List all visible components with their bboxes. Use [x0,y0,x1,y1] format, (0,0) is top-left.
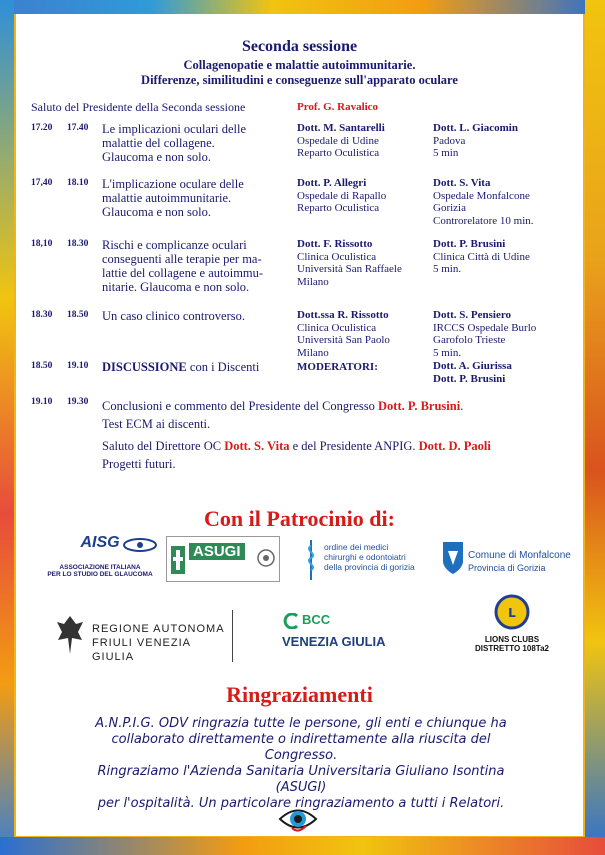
border-right [585,0,605,855]
intro-speaker: Prof. G. Ravalico [297,101,379,113]
row-end-time: 18.30 [67,239,89,249]
closing-end-time: 19.30 [67,397,89,407]
discussion-label: DISCUSSIONE con i Discenti [102,360,260,374]
caduceus-icon [302,538,320,582]
ordine-text: ordine dei medici chirurghi e odontoiatri della provincia di gorizia [324,542,415,572]
monfalcone-crest-icon [442,541,464,575]
bcc-name: BCC [302,612,331,627]
lion-icon [494,594,530,630]
asugi-name: ASUGI [189,543,245,560]
session-subtitle-2: Differenze, similitudini e conseguenze sull'apparato oculare [141,73,458,87]
row-title: L'implicazione oculare delle malattie autoimmunitarie. Glaucoma e non solo. [102,177,244,219]
aisg-name-2: PER LO STUDIO DEL GLAUCOMA [47,571,153,578]
bcc-icon [283,613,299,629]
closing-block [102,397,491,473]
asugi-mark-icon [171,546,185,574]
row-title: Rischi e complicanze oculari conseguenti alle terapie per ma- lattie del collagene e autoimmu- nitarie. Glaucoma e non solo. [102,238,264,294]
patrocinio-title: Con il Patrocinio di: [204,506,395,531]
row-discussant: Dott. S. Vita Ospedale Monfalcone Gorizia Controrelatore 10 min. [433,177,534,227]
row-speaker: Dott. P. Allegri Ospedale di Rapallo Reparto Oculistica [297,177,387,214]
closing-line-1: Conclusioni e commento del Presidente del Congresso Dott. P. Brusini. [102,399,464,413]
ringraziamenti-text: A.N.P.I.G. ODV ringrazia tutte le persone, gli enti e chiunque ha collaborato direttamente o indirettamente alla riuscita del Congresso. Ringraziamo l'Azienda Sanitaria Universitaria Giuliano Isontina (ASUGI) per l'ospitalità. Un particolare ringraziamento a tutti i Relatori. [95,716,507,811]
regione-seal-icon [257,549,275,567]
eagle-icon [56,614,84,656]
row-start-time: 18.30 [31,310,53,320]
row-discussant: Dott. L. Giacomin Padova 5 min [433,122,518,159]
regione-text: REGIONE AUTONOMA FRIULI VENEZIA GIULIA [92,623,225,663]
monfalcone-text: Comune di Monfalcone Provincia di Gorizia [468,550,571,573]
row-title: Le implicazioni oculari delle malattie del collagene. Glaucoma e non solo. [102,122,247,164]
bcc-logo [280,610,410,654]
row-start-time: 17,40 [31,178,53,188]
bcc-region: VENEZIA GIULIA [282,634,386,649]
ringraziamenti-title: Ringraziamenti [226,682,373,707]
row-discussant: Dott. S. Pensiero IRCCS Ospedale Burlo Garofolo Trieste 5 min. [433,309,537,359]
closing-start-time: 19.10 [31,397,53,407]
row-speaker: Dott.ssa R. Rissotto Clinica Oculistica Università San Paolo Milano [297,309,390,359]
discussion-start-time: 18.50 [31,361,53,371]
closing-line-2: Test ECM ai discenti. [102,417,211,431]
border-left [0,0,14,855]
border-top [0,0,605,14]
program-sheet [16,14,583,836]
row-end-time: 17.40 [67,123,89,133]
lions-name: LIONS CLUBS [484,635,540,644]
lions-district: DISTRETTO 108Ta2 [475,644,549,653]
intro-label: Saluto del Presidente della Seconda sessione [31,100,246,114]
moderators-label: MODERATORI: [297,361,378,373]
row-start-time: 18,10 [31,239,53,249]
monfalcone-logo [440,536,582,584]
aisg-short: AISG [80,534,120,551]
row-speaker: Dott. M. Santarelli Ospedale di Udine Reparto Oculistica [297,122,385,159]
closing-line-3: Saluto del Direttore OC Dott. S. Vita e del Presidente ANPIG. Dott. D. Paoli [102,439,491,453]
row-start-time: 17.20 [31,123,53,133]
regione-divider [232,610,233,662]
closing-line-4: Progetti futuri. [102,457,176,471]
aisg-logo [40,534,160,586]
moderators-list: Dott. A. Giurissa Dott. P. Brusini [433,360,512,385]
row-title: Un caso clinico controverso. [102,309,246,323]
eye-logo-icon [278,804,318,834]
lions-logo [464,594,560,664]
regione-fvg-logo [56,610,232,662]
asugi-logo [166,536,280,582]
row-end-time: 18.50 [67,310,89,320]
discussion-end-time: 19.10 [67,361,89,371]
session-subtitle-1: Collagenopatie e malattie autoimmunitarie. [183,58,416,72]
row-speaker: Dott. F. Rissotto Clinica Oculistica Università San Raffaele Milano [297,238,402,288]
svg-text:L: L [508,606,516,620]
border-bottom [0,837,605,855]
aisg-eye-icon [122,538,158,552]
row-discussant: Dott. P. Brusini Clinica Città di Udine 5 min. [433,238,530,275]
session-title: Seconda sessione [241,38,358,55]
aisg-name-1: ASSOCIAZIONE ITALIANA [59,564,141,571]
row-end-time: 18.10 [67,178,89,188]
ordine-medici-logo [300,534,424,586]
